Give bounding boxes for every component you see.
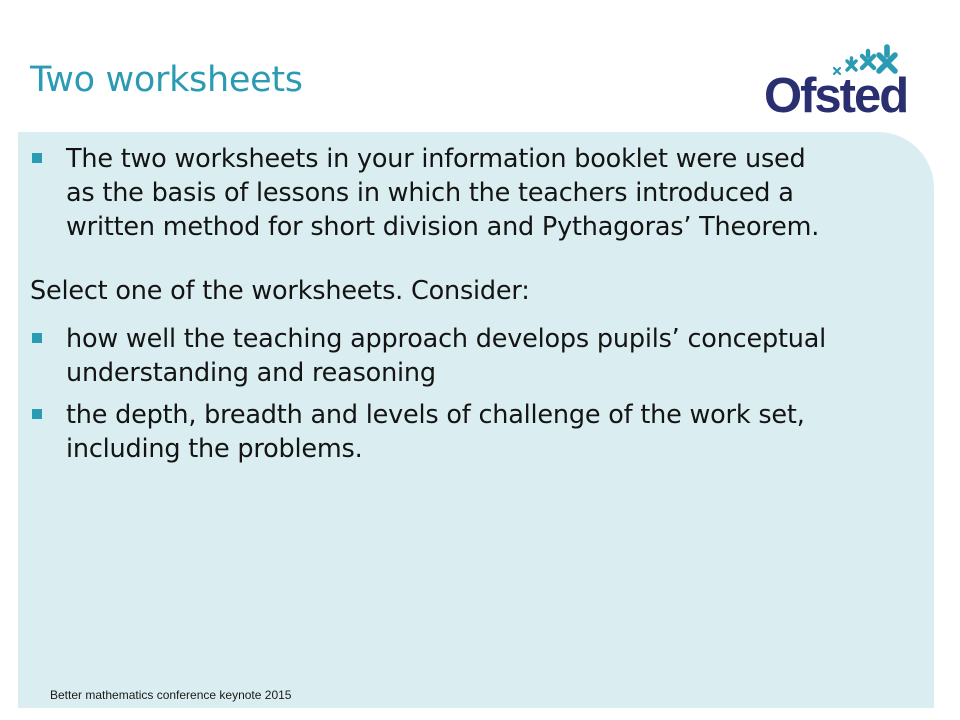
logo-wordmark: Ofsted [764,69,908,123]
intro-bullet-list [18,142,928,244]
bullet-line: understanding and reasoning [66,358,436,388]
prompt-text: Select one of the worksheets. Consider: [30,276,530,306]
square-bullet-icon [32,153,42,163]
bullet-line: written method for short division and Pythagoras’ Theorem. [66,212,820,242]
bullet-line: The two worksheets in your information booklet were used [66,144,806,174]
bullet-line: including the problems. [66,434,363,464]
bullet-line: as the basis of lessons in which the teachers introduced a [66,178,794,208]
footer-text: Better mathematics conference keynote 2015 [50,688,292,702]
ofsted-logo [764,44,914,124]
content-panel [18,132,934,708]
list-item [18,322,928,390]
bullet-line: the depth, breadth and levels of challenge of the work set, [66,400,805,430]
square-bullet-icon [32,409,42,419]
list-item [18,398,928,466]
list-item [18,142,928,244]
consider-bullet-list [18,322,928,466]
square-bullet-icon [32,333,42,343]
slide-title: Two worksheets [30,60,303,100]
bullet-line: how well the teaching approach develops pupils’ conceptual [66,324,827,354]
